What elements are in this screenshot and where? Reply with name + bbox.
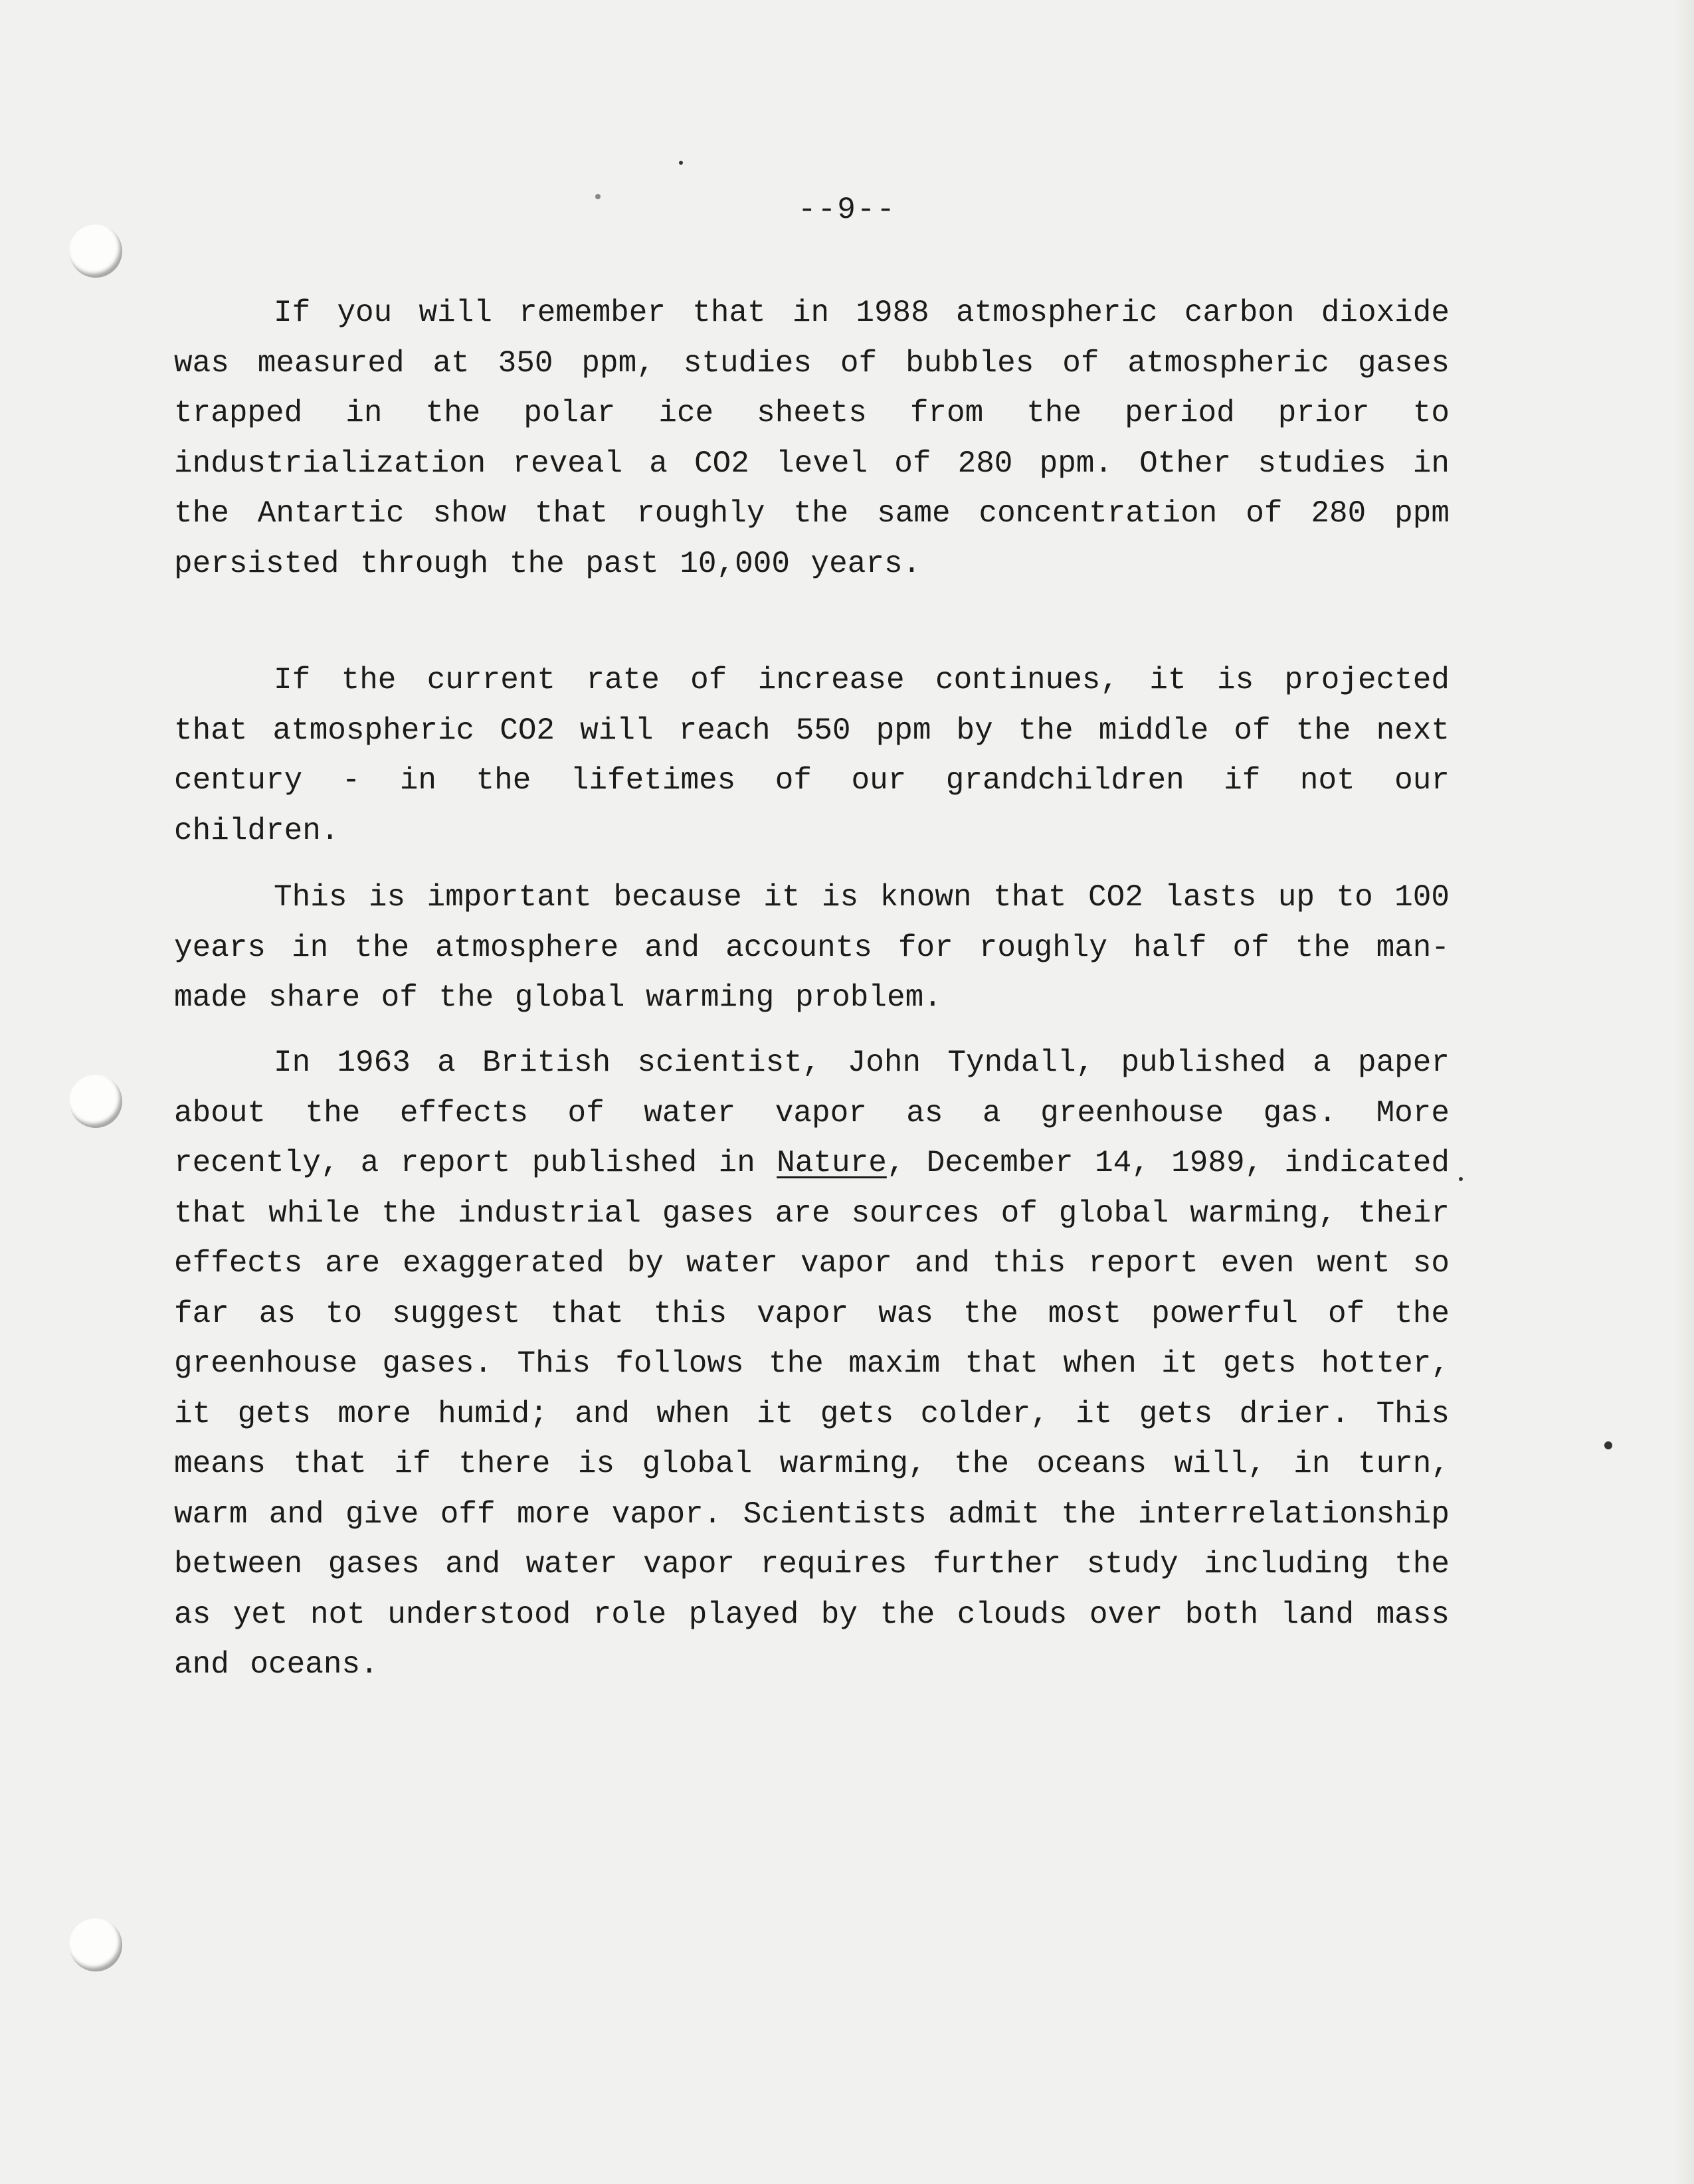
page-number: --9--	[797, 193, 897, 227]
page-edge-shadow	[1674, 0, 1694, 2184]
journal-title-nature: Nature	[777, 1146, 887, 1180]
ink-speck	[679, 161, 683, 165]
paragraph-1: If you will remember that in 1988 atmospheric carbon dioxide was measured at 350 ppm, studies of bubbles of atmospheric gases trapped in the polar ice sheets from the period prior to industrialization reveal a CO2 level of 280 ppm. Other studies in the Antartic show that roughly the same concentration of 280 ppm persisted through the past 10,000 years.	[174, 296, 1450, 581]
punch-hole-top	[69, 225, 122, 278]
ink-speck	[1604, 1441, 1612, 1449]
paragraph-4	[174, 1038, 1450, 1690]
punch-hole-bottom	[69, 1918, 122, 1971]
paragraph-2: If the current rate of increase continues, it is projected that atmospheric CO2 will reach 550 ppm by the middle of the next century - in the lifetimes of our grandchildren if not our children.	[174, 663, 1450, 848]
punch-hole-middle	[69, 1075, 122, 1128]
ink-speck	[1459, 1177, 1463, 1181]
paragraph-4-after: , December 14, 1989, indicated that while the industrial gases are sources of global warming, their effects are exaggerated by water vapor and this report even went so far as to suggest that this vapor was the most powerful of the greenhouse gases. This follows the maxim that when it gets hotter, it gets more humid; and when it gets colder, it gets drier. This means that if there is global warming, the oceans will, in turn, warm and give off more vapor. Scientists admit the interrelationship between gases and water vapor requires further study including the as yet not understood role played by the clouds over both land mass and oceans.	[174, 1146, 1450, 1682]
paragraph-4-before: In 1963 a British scientist, John Tyndall, published a paper about the effects of water vapor as a greenhouse gas. More recently, a report published in	[174, 1046, 1450, 1180]
paragraph-3: This is important because it is known that CO2 lasts up to 100 years in the atmosphere and accounts for roughly half of the man-made share of the global warming problem.	[174, 880, 1450, 1015]
